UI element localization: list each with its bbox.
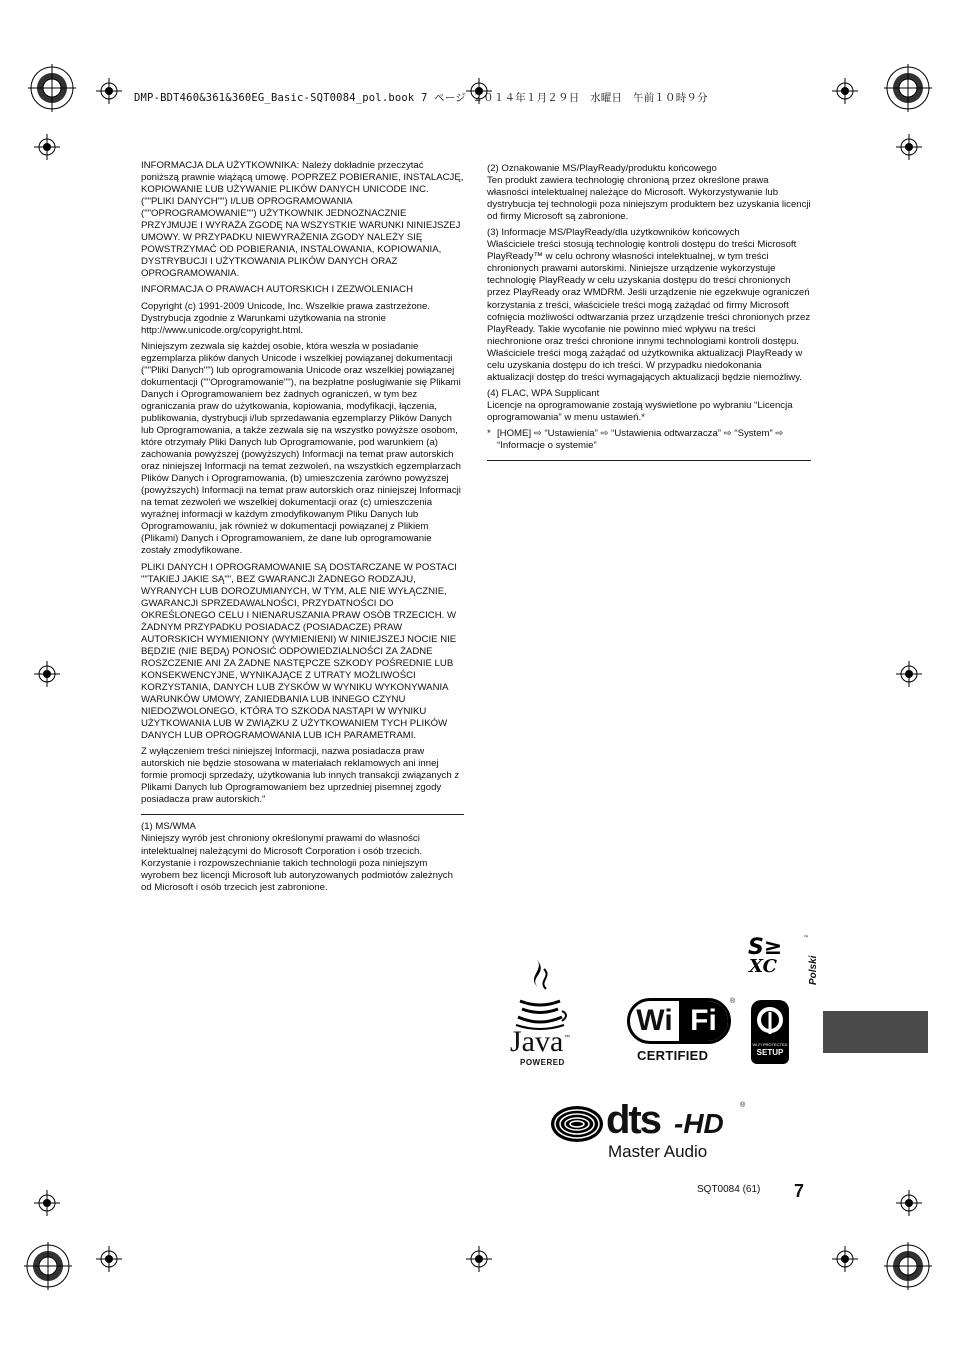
playready-info-title: (3) Informacje MS/PlayReady/dla użytkowników końcowych xyxy=(487,227,740,239)
crop-mark-top-3 xyxy=(832,78,858,104)
copyright-heading: INFORMACJA O PRAWACH AUTORSKICH I ZEZWOLENIACH xyxy=(141,284,414,296)
crop-mark-right-3 xyxy=(896,1190,922,1216)
wps-protected-text: Wi-Fi PROTECTED xyxy=(752,1042,788,1047)
crop-mark-bottom-3 xyxy=(832,1246,858,1272)
language-tab-block xyxy=(823,1011,928,1053)
playready-marking-body: Ten produkt zawiera technologię chronioną przez określone prawa własności intelektualnej należące do Microsoft. Wykorzystywanie lub dystrybucja tej technologii poza niniejszym produktem bez uzyskania licencji od firmy Microsoft są zabronione. xyxy=(487,175,811,223)
document-code: SQT0084 (61) xyxy=(697,1184,761,1195)
unicode-url: http://www.unicode.org/copyright.html. xyxy=(141,324,304,336)
right-column xyxy=(487,163,811,467)
wifi-certified-text: CERTIFIED xyxy=(637,1048,709,1063)
copyright-text: Copyright (c) 1991-2009 Unicode, Inc. Wszelkie prawa zastrzeżone. Dystrybucja zgodnie z Warunkami użytkowania na stronie xyxy=(141,300,431,324)
menu-path-note xyxy=(487,428,811,452)
language-label: Polski xyxy=(808,955,819,985)
disclaimer-paragraph: PLIKI DANYCH I OPROGRAMOWANIE SĄ DOSTARCZANE W POSTACI ""TAKIEJ JAKIE SĄ"", BEZ GWARANCJI ŻADNEGO RODZAJU, WYRANYCH LUB DOROZUMIANYCH, W TYM, ALE NIE WYŁĄCZNIE, GWARANCJI SPRZEDAWALNOŚCI, PRZYDATNOŚCI DO OKREŚLONEGO CELU I NIENARUSZANIA PRAW OSÓB TRZECICH. W ŻADNYM PRZYPADKU POSIADACZ (POSIADACZE) PRAW AUTORSKICH WYMIENIONY (WYMIENIENI) W NINIEJSZEJ NOCIE NIE BĘDZIE (NIE BĘDĄ) PONOSIĆ ODPOWIEDZIALNOŚCI ZA ŻADNE ROSZCZENIE ANI ZA ŻADNE NASTĘPCZE SZKODY POŚREDNIE LUB KONSEKWENCYJNE, WYNIKAJĄCE Z UTRATY MOŻLIWOŚCI KORZYSTANIA, DANYCH LUB ZYSKÓW W WYNIKU WYKONYWANIA WARUNKÓW UMOWY, ZANIEDBANIA LUB INNEGO CZYNU NIEDOZWOLONEGO, KTÓRA TO SZKODA NASTĄPI W WYNIKU UŻYTKOWANIA LUB W ZWIĄZKU Z UŻYTKOWANIEM TYCH PLIKÓW DANYCH LUB OPROGRAMOWANIA LUB ICH PARAMETRAMI. xyxy=(141,561,457,742)
wps-key-icon xyxy=(751,1004,789,1044)
dts-rings-icon xyxy=(550,1104,604,1144)
wps-setup-text: SETUP xyxy=(756,1048,784,1057)
playready-info-body: Właściciele treści stosują technologię kontroli dostępu do treści Microsoft PlayReady™ w celu ochrony własności intelektualnej, w tym treści chronionych prawami autorskimi. Niniejsze urządzenie wykorzystuje technologię PlayReady w celu uzyskania dostępu do treści chronionych przez PlayReady oraz WMDRM. Jeśli urządzenie nie egzekwuje ograniczeń korzystania z treści, właściciele treści mogą zażądać od firmy Microsoft cofnięcia możliwości odtwarzania przez urządzenie treści chronionych przez PlayReady. Takie wycofanie nie powinno mieć wpływu na treści niechronione oraz treści chronione innymi technologiami kontroli dostępu. Właściciele treści mogą zażądać od użytkownika aktualizacji PlayReady w celu uzyskania dostępu do ich treści. W przypadku niedokonania aktualizacji dostęp do treści wymagających aktualizacji będzie niemożliwy. xyxy=(487,239,811,383)
java-tm: ™ xyxy=(564,1035,570,1041)
wifi-certified-logo xyxy=(627,998,737,1066)
footnote-asterisk: * xyxy=(487,427,491,439)
wifi-wi-text: Wi xyxy=(636,1004,673,1037)
sdxc-tm: ™ xyxy=(803,935,809,942)
dts-wordmark: dts xyxy=(606,1098,660,1142)
java-logo xyxy=(506,955,576,1070)
crop-mark-top-1 xyxy=(96,78,122,104)
playready-marking-title: (2) Oznakowanie MS/PlayReady/produktu końcowego xyxy=(487,163,717,174)
registration-mark-bottom-right xyxy=(884,1242,932,1290)
flac-wpa-title: (4) FLAC, WPA Supplicant xyxy=(487,387,600,399)
wifi-fi-text: Fi xyxy=(679,1001,728,1041)
name-usage-paragraph: Z wyłączeniem treści niniejszej Informacji, nazwa posiadacza praw autorskich nie będzie stosowana w materiałach reklamowych ani innej formie promocji sprzedaży, użytkowania lub innych transakcji związanych z Plikami Danych lub Oprogramowaniem bez uprzedniej pisemnej zgody posiadacza praw autorskich." xyxy=(141,746,460,806)
java-powered-text: POWERED xyxy=(520,1058,565,1067)
java-wordmark: Java xyxy=(510,1025,564,1058)
crop-mark-left-1 xyxy=(34,134,60,160)
wifi-badge xyxy=(627,998,731,1044)
dts-registered-mark: ® xyxy=(740,1102,746,1109)
ms-wma-body: Niniejszy wyrób jest chroniony określonymi prawami do własności intelektualnej należącymi do Microsoft Corporation i osób trzecich. Korzystanie i rozpowszechnianie takich technologii poza niniejszym wyrobem bez licencji Microsoft lub autoryzowanych podmiotów zależnych od Microsoft i osób trzecich jest zabronione. xyxy=(141,833,453,893)
sd-logo-text: S≥ xyxy=(748,935,783,960)
book-header-line: DMP-BDT460&361&360EG_Basic-SQT0084_pol.book 7 ページ ２０１４年１月２９日 水曜日 午前１０時９分 xyxy=(134,92,708,104)
crop-mark-bottom-1 xyxy=(96,1246,122,1272)
wps-setup-logo xyxy=(751,1000,789,1064)
crop-mark-right-2 xyxy=(896,661,922,687)
left-column xyxy=(141,160,464,898)
dts-hd-wordmark: -HD xyxy=(674,1108,724,1139)
dts-master-audio-text: Master Audio xyxy=(608,1142,708,1161)
registration-mark-bottom-left xyxy=(24,1242,72,1290)
crop-mark-left-2 xyxy=(34,661,60,687)
wifi-registered-mark: ® xyxy=(730,998,736,1005)
crop-mark-left-3 xyxy=(34,1190,60,1216)
registration-mark-top-right xyxy=(884,64,932,112)
crop-mark-bottom-2 xyxy=(466,1246,492,1272)
section-divider xyxy=(141,814,464,815)
permission-paragraph: Niniejszym zezwala się każdej osobie, która weszła w posiadanie egzemplarza plików danych Unicode i wszelkiej powiązanej dokumentacji (""Pliki Danych"") lub oprogramowania Unicode oraz wszelkiej powiązanej dokumentacji (""Oprogramowanie""), na bezpłatne posługiwanie się Plikami Danych i Oprogramowaniem bez żadnych ograniczeń, w tym bez ograniczania praw do użytkowania, kopiowania, modyfikacji, łączenia, publikowania, dystrybucji i/lub sprzedawania egzemplarzy Plików Danych lub Oprogramowania, a także zezwala się na wszystko powyższe osobom, które otrzymały Pliki Danych lub Oprogramowanie, pod warunkiem (a) zachowania powyższej (powyższych) Informacji na temat praw autorskich oraz niniejszej Informacji na temat zezwoleń, na wszystkich egzemplarzach Plików Danych i Oprogramowania, (b) umieszczenia zarówno powyższej (powyższych) Informacji na temat praw autorskich oraz niniejszej Informacji na temat zezwoleń we wszelkiej dokumentacji oraz (c) umieszczenia wyraźnej informacji w każdym zmodyfikowanym Pliku Danych lub Oprogramowaniu, jak również w dokumentacji powiązanej z Plikiem (Plikami) Danych i Oprogramowaniem, że dane lub oprogramowanie zostały zmodyfikowane. xyxy=(141,340,461,557)
ms-wma-title: (1) MS/WMA xyxy=(141,821,196,833)
registration-mark-top-left xyxy=(28,64,76,112)
user-notice-paragraph: INFORMACJA DLA UŻYTKOWNIKA: Należy dokładnie przeczytać poniższą prawnie wiążącą umowę. POPRZEZ POBIERANIE, INSTALACJĘ, KOPIOWANIE LUB UŻYWANIE PLIKÓW DANYCH UNICODE INC. (""PLIKI DANYCH"") I/LUB OPROGRAMOWANIA (""OPROGRAMOWANIE"") UŻYTKOWNIK JEDNOZNACZNIE PRZYJMUJE I WYRAŻA ZGODĘ NA WSZYSTKIE WARUNKI NINIEJSZEJ UMOWY. W PRZYPADKU NIEWYRAŻENIA ZGODY NALEŻY SIĘ POWSTRZYMAĆ OD POBIERANIA, INSTALOWANIA, KOPIOWANIA, DYSTRYBUCJI I UŻYTKOWANIA PLIKÓW DANYCH ORAZ OPROGRAMOWANIA. xyxy=(141,160,464,280)
page-number: 7 xyxy=(794,1181,805,1201)
menu-path-text: [HOME] ⇨ “Ustawienia” ⇨ “Ustawienia odtwarzacza” ⇨ “System” ⇨ “Informacje o systemie” xyxy=(497,427,784,452)
right-column-end-rule xyxy=(487,460,811,461)
crop-mark-right-1 xyxy=(896,134,922,160)
copyright-paragraph xyxy=(141,301,464,337)
xc-logo-text: XC xyxy=(749,956,777,974)
sdxc-logo xyxy=(745,932,810,974)
dts-hd-logo xyxy=(550,1098,750,1166)
flac-wpa-body: Licencje na oprogramowanie zostają wyświetlone po wybraniu “Licencja oprogramowania” w menu ustawień.* xyxy=(487,399,793,423)
